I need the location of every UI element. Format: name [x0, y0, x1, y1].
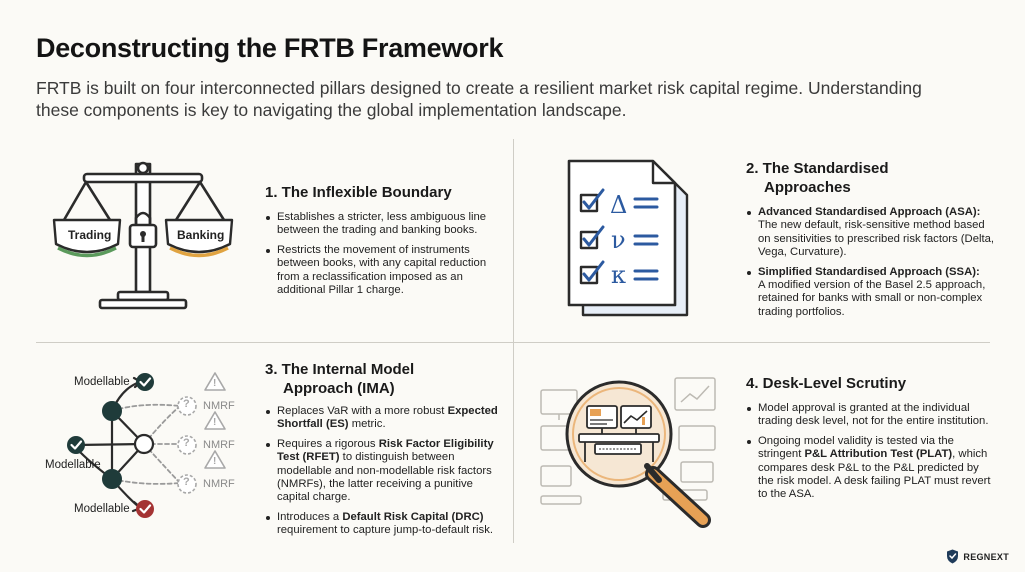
- brand-name: REGNEXT: [963, 551, 1009, 562]
- warning-mark-3: !: [213, 456, 217, 467]
- pillar-2-title: [746, 159, 889, 197]
- page-subtitle: FRTB is built on four interconnected pillars designed to create a resilient market risk capital regime. Understanding these components is key to navigating the global implementation landscape.: [36, 78, 922, 120]
- warning-mark-2: !: [213, 417, 217, 428]
- modellable-label-bottom: Modellable: [74, 503, 130, 515]
- nmrf-label-1: NMRF: [203, 400, 235, 412]
- horizontal-divider: [36, 342, 990, 343]
- line-chart-icon: [675, 378, 715, 410]
- nmrf-label-3: NMRF: [203, 478, 235, 490]
- greek-kappa: κ: [611, 261, 626, 289]
- list-item: Establishes a stricter, less ambiguous line between the trading and banking books.: [265, 211, 501, 238]
- checklist-document-icon: [565, 159, 695, 319]
- nmrf-label-2: NMRF: [203, 439, 235, 451]
- vertical-divider: [513, 139, 514, 543]
- pillar-3-title-line2: Approach (IMA): [283, 380, 395, 397]
- modellable-label-top: Modellable: [74, 376, 130, 388]
- page-title: Deconstructing the FRTB Framework: [36, 33, 504, 63]
- list-item: Restricts the movement of instruments between books, with any capital reduction from a reclassification imposed as an additional Pillar 1 charge.: [265, 244, 501, 298]
- scale-label-trading: Trading: [68, 228, 112, 242]
- list-item: Replaces VaR with a more robust Expected Shortfall (ES) metric.: [265, 405, 507, 432]
- question-mark-1: ?: [183, 398, 190, 410]
- pillar-1-bullets: [265, 211, 501, 303]
- shield-icon: [946, 549, 959, 564]
- pillar-2-bullets: [746, 206, 996, 325]
- greek-vega: ν: [611, 226, 626, 254]
- pillar-2-title-line1: 2. The Standardised: [746, 160, 889, 177]
- greek-delta: Δ: [610, 191, 628, 219]
- pillar-2-title-line2: Approaches: [764, 179, 851, 196]
- pillar-1-title: 1. The Inflexible Boundary: [265, 184, 452, 201]
- brand-logo: [946, 549, 1009, 564]
- list-item: Ongoing model validity is tested via the stringent P&L Attribution Test (PLAT), which compares desk P&L to the P&L predicted by the risk model. A desk failing PLAT must revert to the ASA.: [746, 435, 996, 502]
- list-item: Requires a rigorous Risk Factor Eligibility Test (RFET) to distinguish between modellable and non-modellable risk factors (NMRFs), the latter receiving a punitive capital charge.: [265, 438, 507, 505]
- pillar-3-title: [265, 360, 414, 398]
- question-mark-2: ?: [183, 437, 190, 449]
- list-item: Simplified Standardised Approach (SSA): A modified version of the Basel 2.5 approach, retained for banks with small or non-complex trading portfolios.: [746, 266, 996, 320]
- pillar-4-title: 4. Desk-Level Scrutiny: [746, 375, 907, 392]
- list-item: Model approval is granted at the individual trading desk level, not for the entire institution.: [746, 402, 996, 429]
- modellable-label-mid: Modellable: [45, 459, 101, 471]
- check-circle-icon: [67, 436, 85, 454]
- scale-label-banking: Banking: [177, 228, 225, 242]
- list-item: Introduces a Default Risk Capital (DRC) requirement to capture jump-to-default risk.: [265, 511, 507, 538]
- list-item: Advanced Standardised Approach (ASA): The new default, risk-sensitive method based on sensitivities to prescribed risk factors (Delta, Vega, Curvature).: [746, 206, 996, 260]
- question-mark-3: ?: [183, 476, 190, 488]
- warning-mark-1: !: [213, 378, 217, 389]
- pillar-3-title-line1: 3. The Internal Model: [265, 361, 415, 378]
- trading-desk-icon: [535, 372, 725, 532]
- check-circle-icon: [136, 373, 154, 391]
- pillar-3-bullets: [265, 405, 507, 544]
- pillar-4-bullets: [746, 402, 996, 508]
- check-circle-icon: [136, 500, 154, 518]
